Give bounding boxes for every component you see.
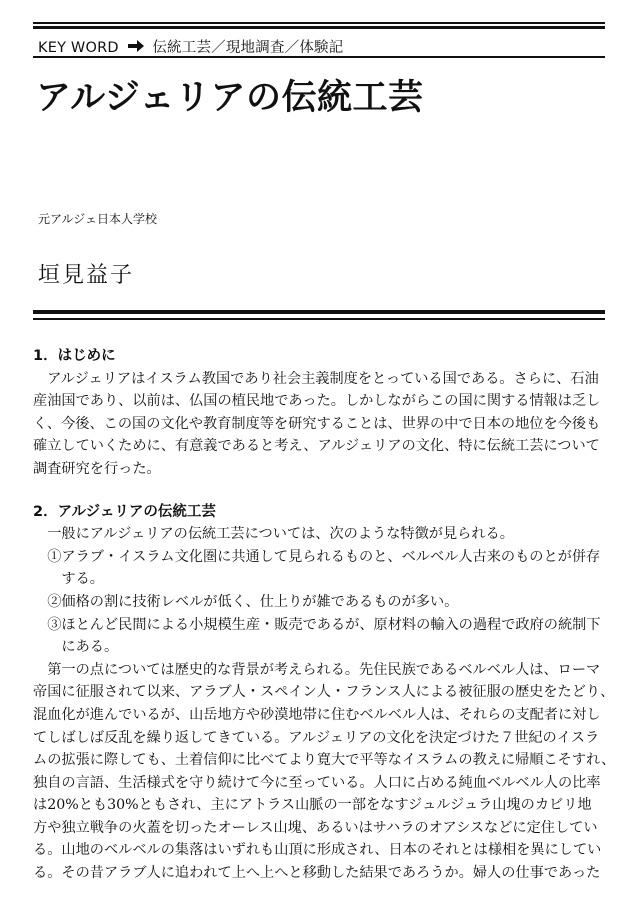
separator-rule-thick <box>33 310 605 314</box>
section-2-line: てしばしば反乱を繰り返してきている。アルジェリアの文化を決定づけた７世紀のイスラ <box>33 729 600 746</box>
keyword-list: 伝統工芸／現地調査／体験記 <box>152 40 344 56</box>
section-2-line: 一般にアルジェリアの伝統工芸については、次のような特徴が見られる。 <box>33 526 514 543</box>
top-rule-thick <box>33 26 605 29</box>
section-1-line: 確立していくために、有意義であると考え、アルジェリアの文化、特に伝統工芸について <box>33 438 600 455</box>
section-2-line: ③ほとんど民間による小規模生産・販売であるが、原材料の輸入の過程で政府の統制下 <box>33 616 601 633</box>
section-2-line: る。山地のベルベルの集落はいずれも山頂に形成され、日本のそれとは様相を異にしてい <box>33 842 602 859</box>
keyword-line <box>38 36 343 57</box>
section-2-line: 第一の点については歴史的な背景が考えられる。先住民族であるベルベル人は、ローマ <box>33 661 601 678</box>
section-2-line: 方や独立戦争の火蓋を切ったオーレス山塊、あるいはサハラのオアシスなどに定住してい <box>33 819 598 836</box>
section-2-line: ②価格の割に技術レベルが低く、仕上りが雑であるものが多い。 <box>33 593 459 610</box>
keyword-label: KEY WORD <box>38 40 119 56</box>
section-2-line: 混血化が進んでいるが、山岳地方や砂漠地帯に住むベルベル人は、それらの支配者に対し <box>33 706 601 723</box>
section-2-heading: 2．アルジェリアの伝統工芸 <box>33 503 216 520</box>
section-2-line: は20%とも30%ともされ、主にアトラス山脈の一部をなすジュルジュラ山塊のカビリ地 <box>33 797 592 814</box>
section-2-line: にある。 <box>33 639 119 656</box>
section-2-line: する。 <box>33 571 104 588</box>
section-2-line: 帝国に征服されて以来、アラブ人・スペイン人・フランス人による被征服の歴史をたどり、 <box>33 684 615 701</box>
section-1-heading: 1．はじめに <box>33 348 116 364</box>
section-1-line: く、今後、この国の文化や教育制度等を研究することは、世界の中で日本の地位を今後も <box>33 415 601 432</box>
article-title: アルジェリアの伝統工芸 <box>36 78 424 118</box>
section-1-line: 産油国であり、以前は、仏国の植民地であった。しかしながらこの国に関する情報は乏し <box>33 393 601 410</box>
keyword-underline <box>33 56 605 58</box>
top-rule-thin <box>33 22 605 24</box>
separator-rule-thin <box>33 318 605 320</box>
right-arrow-icon <box>128 40 144 56</box>
article-body <box>33 345 616 885</box>
section-gap <box>33 481 613 501</box>
section-2-line: 独自の言語、生活様式を守り続けて今に至っている。人口に占める純血ベルベル人の比率 <box>33 774 601 791</box>
section-2-line: ①アラブ・イスラム文化圏に共通して見られるものと、ベルベル人古来のものとが併存 <box>33 548 601 565</box>
section-2-line: る。その昔アラブ人に追われて上へ上へと移動した結果であろうか。婦人の仕事であった <box>33 865 601 882</box>
author-name: 垣見益子 <box>38 263 135 288</box>
section-1-line: 調査研究を行った。 <box>33 460 161 477</box>
section-2-line: ムの拡張に際しても、土着信仰に比べてより寛大で平等なイスラムの教えに帰順こそすれ、 <box>33 752 616 769</box>
section-1-line: アルジェリアはイスラム教国であり社会主義制度をとっている国である。さらに、石油 <box>33 370 599 387</box>
author-affiliation: 元アルジェ日本人学校 <box>38 212 157 226</box>
